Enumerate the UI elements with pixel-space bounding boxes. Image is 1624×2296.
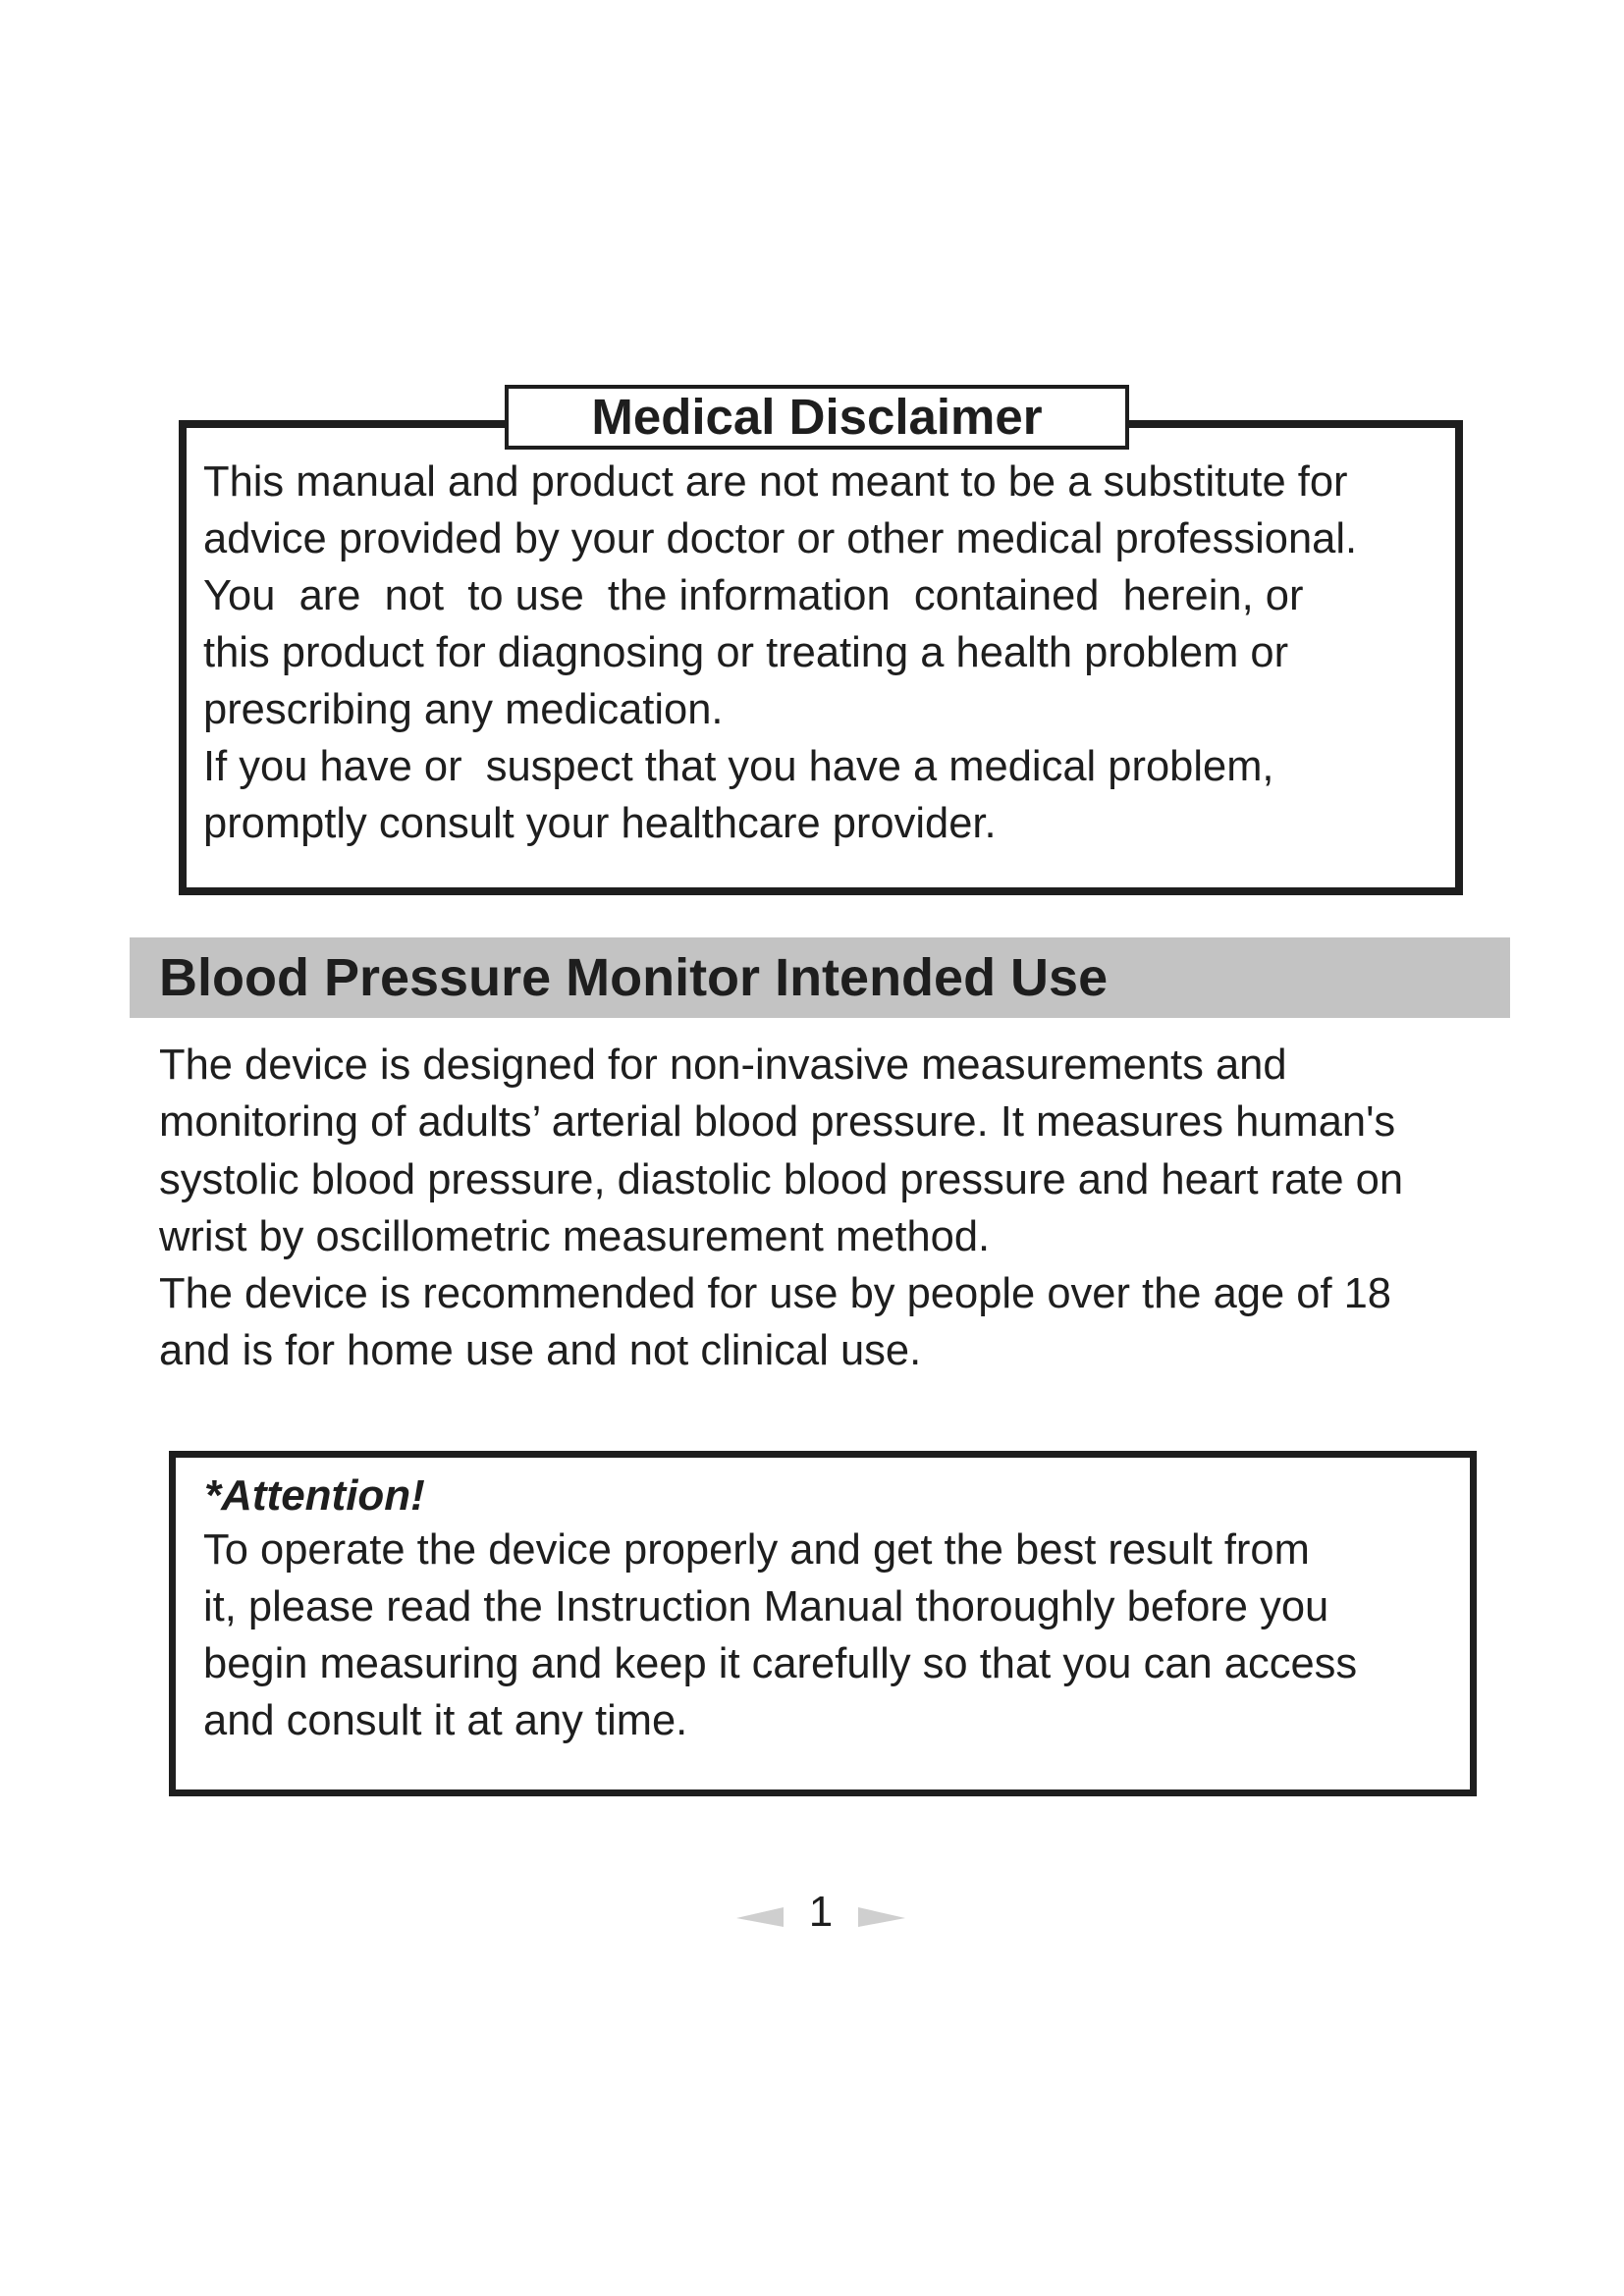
attention-line: and consult it at any time. bbox=[203, 1697, 688, 1744]
intended-use-line: monitoring of adults’ arterial blood pressure. It measures human's bbox=[159, 1098, 1396, 1147]
intended-use-line: The device is recommended for use by people over the age of 18 bbox=[159, 1270, 1392, 1318]
triangle-right-shape bbox=[858, 1907, 905, 1927]
intended-use-line: and is for home use and not clinical use. bbox=[159, 1327, 922, 1375]
disclaimer-line: promptly consult your healthcare provider. bbox=[203, 800, 997, 847]
disclaimer-line: You are not to use the information contained herein, or bbox=[203, 572, 1304, 619]
attention-line: To operate the device properly and get the best result from bbox=[203, 1526, 1310, 1574]
intended-use-text bbox=[159, 1037, 1534, 1380]
disclaimer-line: prescribing any medication. bbox=[203, 686, 724, 733]
page-number: 1 bbox=[808, 1888, 834, 1936]
attention-title: *Attention! bbox=[204, 1471, 425, 1520]
intended-use-line: systolic blood pressure, diastolic blood pressure and heart rate on bbox=[159, 1155, 1404, 1203]
disclaimer-line: If you have or suspect that you have a medical problem, bbox=[203, 743, 1274, 790]
triangle-left-shape bbox=[736, 1907, 784, 1927]
page-navigation bbox=[736, 1885, 903, 1944]
disclaimer-line: This manual and product are not meant to be a substitute for bbox=[203, 458, 1348, 506]
disclaimer-line: advice provided by your doctor or other medical professional. bbox=[203, 515, 1358, 562]
triangle-right-icon[interactable] bbox=[856, 1906, 905, 1928]
attention-text bbox=[203, 1522, 1470, 1749]
disclaimer-line: this product for diagnosing or treating a health problem or bbox=[203, 629, 1289, 676]
intended-use-line: The device is designed for non-invasive measurements and bbox=[159, 1041, 1287, 1089]
attention-line: it, please read the Instruction Manual thoroughly before you bbox=[203, 1583, 1329, 1630]
attention-line: begin measuring and keep it carefully so that you can access bbox=[203, 1640, 1358, 1687]
disclaimer-title: Medical Disclaimer bbox=[505, 385, 1129, 450]
intended-use-line: wrist by oscillometric measurement method. bbox=[159, 1212, 991, 1260]
disclaimer-text bbox=[203, 454, 1455, 852]
section-heading: Blood Pressure Monitor Intended Use bbox=[159, 948, 1109, 1007]
triangle-left-icon[interactable] bbox=[736, 1906, 785, 1928]
